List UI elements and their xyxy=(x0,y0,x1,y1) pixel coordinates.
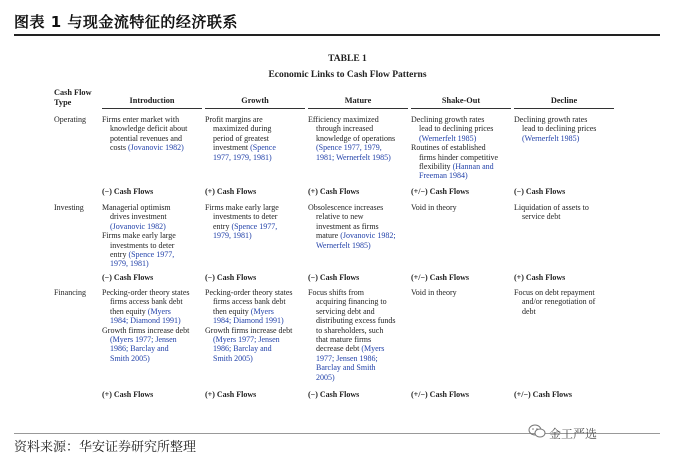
cash-flow-table xyxy=(40,48,655,418)
cell-line: Growth firms increase debt xyxy=(205,325,293,335)
cell-line: Obsolescence increases xyxy=(308,203,384,212)
cell-operating-shake-out xyxy=(411,115,515,181)
cell-line xyxy=(308,153,412,162)
citation: (Wernerfelt 1985) xyxy=(522,133,580,143)
wechat-icon xyxy=(528,424,546,438)
col0-header xyxy=(54,88,92,108)
citation: Smith 2005) xyxy=(110,353,150,363)
citation: (Spence xyxy=(250,143,276,153)
citation: 1977, 1979, 1981) xyxy=(213,152,272,162)
cell-line: drives investment xyxy=(110,212,167,222)
cash-flow-investing-mature: (−) Cash Flows xyxy=(308,273,360,282)
table-title: Economic Links to Cash Flow Patterns xyxy=(268,70,427,80)
cell-line xyxy=(102,335,206,344)
brand-watermark: 金工严选 xyxy=(549,427,598,441)
cell-line: debt xyxy=(522,306,536,316)
cell-line: Focus on debt repayment xyxy=(514,288,595,297)
cell-line xyxy=(102,316,206,325)
cell-line: mature (Jovanovic 1982; xyxy=(316,231,396,241)
cash-flow-financing-growth: (+) Cash Flows xyxy=(205,390,257,399)
cell-line: firms access bank debt xyxy=(213,297,286,307)
header-rule-2 xyxy=(205,108,305,109)
cell-line: costs (Jovanovic 1982) xyxy=(110,143,184,153)
cell-line: Declining growth rates xyxy=(411,115,485,124)
cell-line: entry (Spence 1977, xyxy=(213,221,278,231)
header-rule-3 xyxy=(308,108,408,109)
cell-line: Firms enter market with xyxy=(102,115,180,124)
cell-line: Void in theory xyxy=(411,288,457,297)
cell-line: Liquidation of assets to xyxy=(514,203,589,212)
cell-line: and/or renegotiation of xyxy=(522,297,596,307)
cell-investing-decline xyxy=(514,203,618,222)
cell-line: servicing debt and xyxy=(316,306,375,316)
cell-line xyxy=(308,363,412,372)
cell-line: Declining growth rates xyxy=(514,115,588,124)
cell-line: firms hinder competitive xyxy=(419,152,499,162)
cell-investing-mature xyxy=(308,203,412,250)
citation: Wernerfelt 1985) xyxy=(316,240,371,250)
row-label-investing: Investing xyxy=(54,203,84,212)
row-label-financing: Financing xyxy=(54,288,86,297)
cell-line: then equity (Myers xyxy=(213,306,274,316)
cell-line: Growth firms increase debt xyxy=(102,325,190,335)
header-rule-5 xyxy=(514,108,614,109)
cell-line xyxy=(411,171,515,180)
cell-line xyxy=(205,316,309,325)
cell-line: knowledge deficit about xyxy=(110,124,188,134)
cell-line: entry (Spence 1977, xyxy=(110,250,175,260)
citation: 2005) xyxy=(316,372,335,382)
page-title: 图表 1 与现金流特征的经济联系 xyxy=(14,13,238,31)
cash-flow-operating-mature: (+) Cash Flows xyxy=(308,187,360,196)
cash-flow-investing-decline: (+) Cash Flows xyxy=(514,273,566,282)
cell-financing-shake-out xyxy=(411,288,515,297)
cell-line: lead to declining prices xyxy=(522,124,597,134)
cell-line: Focus shifts from xyxy=(308,288,364,297)
citation: (Myers xyxy=(250,306,274,316)
header-rule-4 xyxy=(411,108,511,109)
citation: (Spence 1977, xyxy=(128,250,175,260)
cell-line: Pecking-order theory states xyxy=(205,288,293,297)
cell-line: maximized during xyxy=(213,124,272,134)
col0-header-line1: Cash Flow xyxy=(54,88,92,97)
citation: Smith 2005) xyxy=(213,353,253,363)
cell-line: Managerial optimism xyxy=(102,203,171,212)
cash-flow-financing-shake-out: (+/−) Cash Flows xyxy=(411,390,470,399)
cell-line: to shareholders, such xyxy=(316,325,384,335)
cash-flow-investing-shake-out: (+/−) Cash Flows xyxy=(411,273,470,282)
cell-line xyxy=(514,134,618,143)
cell-line: Pecking-order theory states xyxy=(102,288,190,297)
cell-line: potential revenues and xyxy=(110,133,182,143)
cell-line xyxy=(205,231,309,240)
cell-investing-shake-out xyxy=(411,203,515,212)
cell-line: decrease debt (Myers xyxy=(316,344,385,354)
citation: (Spence 1977, 1979, xyxy=(316,143,382,153)
cell-line: Efficiency maximized xyxy=(308,115,379,124)
citation: 1981; Wernerfelt 1985) xyxy=(316,152,391,162)
cash-flow-operating-growth: (+) Cash Flows xyxy=(205,187,257,196)
col0-header-line2: Type xyxy=(54,98,72,107)
cash-flow-operating-shake-out: (+/−) Cash Flows xyxy=(411,187,470,196)
stage-header-shake-out: Shake-Out xyxy=(441,96,481,105)
cell-line: Firms make early large xyxy=(205,203,279,212)
citation: 1984; Diamond 1991) xyxy=(110,316,181,326)
citation: (Jovanovic 1982; xyxy=(340,231,396,241)
cash-flow-operating-decline: (−) Cash Flows xyxy=(514,187,566,196)
citation: 1986; Barclay and xyxy=(110,344,169,354)
cash-flow-financing-introduction: (+) Cash Flows xyxy=(102,390,154,399)
cell-line xyxy=(102,259,206,268)
cell-line: then equity (Myers xyxy=(110,306,171,316)
citation: (Jovanovic 1982) xyxy=(128,143,184,153)
cell-line: investments to deter xyxy=(213,212,278,222)
cell-operating-decline xyxy=(514,115,618,143)
cell-financing-introduction xyxy=(102,288,206,363)
cell-line xyxy=(102,222,206,231)
cell-line xyxy=(308,143,412,152)
cell-operating-mature xyxy=(308,115,412,162)
cell-line: investments to deter xyxy=(110,240,175,250)
cell-line: acquiring financing to xyxy=(316,297,387,307)
cell-line: through increased xyxy=(316,124,374,134)
cell-line: flexibility (Hannan and xyxy=(419,162,494,172)
citation: 1979, 1981) xyxy=(213,231,252,241)
cell-line: investment as firms xyxy=(316,221,379,231)
source-note: 资料来源：华安证券研究所整理 xyxy=(14,440,197,455)
cell-line xyxy=(205,153,309,162)
cell-line xyxy=(102,354,206,363)
citation: 1977; Jensen 1986; xyxy=(316,353,378,363)
cell-line xyxy=(411,134,515,143)
cash-flow-operating-introduction: (−) Cash Flows xyxy=(102,187,154,196)
stage-header-growth: Growth xyxy=(241,96,269,105)
cash-flow-investing-growth: (−) Cash Flows xyxy=(205,273,257,282)
table-number: TABLE 1 xyxy=(328,54,367,64)
stage-header-decline: Decline xyxy=(550,96,578,105)
cell-line: relative to new xyxy=(316,212,364,222)
citation: 1984; Diamond 1991) xyxy=(213,316,284,326)
cell-line xyxy=(308,373,412,382)
cell-line xyxy=(308,241,412,250)
citation: (Myers xyxy=(147,306,171,316)
cash-flow-financing-mature: (−) Cash Flows xyxy=(308,390,360,399)
cell-line: knowledge of operations xyxy=(316,133,396,143)
cash-flow-investing-introduction: (−) Cash Flows xyxy=(102,273,154,282)
cell-line: Routines of established xyxy=(411,143,486,153)
stage-header-introduction: Introduction xyxy=(129,96,175,105)
cell-line: Profit margins are xyxy=(205,115,263,124)
cell-line xyxy=(102,344,206,353)
cell-line xyxy=(308,354,412,363)
citation: (Myers xyxy=(361,344,385,354)
cell-financing-mature xyxy=(308,288,412,382)
cell-financing-decline xyxy=(514,288,618,316)
citation: (Hannan and xyxy=(452,162,494,172)
cell-investing-growth xyxy=(205,203,309,241)
cell-financing-growth xyxy=(205,288,309,363)
cell-operating-growth xyxy=(205,115,309,162)
citation: (Myers 1977; Jensen xyxy=(110,335,177,345)
cell-line xyxy=(205,354,309,363)
citation: (Jovanovic 1982) xyxy=(110,221,166,231)
cell-investing-introduction xyxy=(102,203,206,269)
citation: 1979, 1981) xyxy=(110,259,149,269)
citation: (Myers 1977; Jensen xyxy=(213,335,280,345)
cell-line: period of greatest xyxy=(213,133,269,143)
cell-line: Firms make early large xyxy=(102,231,176,241)
cell-line: service debt xyxy=(522,212,561,222)
title-divider xyxy=(14,34,660,36)
citation: Barclay and Smith xyxy=(316,363,376,373)
cell-operating-introduction xyxy=(102,115,206,153)
cell-line xyxy=(205,344,309,353)
citation: 1986; Barclay and xyxy=(213,344,272,354)
citation: (Spence 1977, xyxy=(231,221,278,231)
citation: (Wernerfelt 1985) xyxy=(419,133,477,143)
cell-line: distributing excess funds xyxy=(316,316,396,326)
cell-line: firms access bank debt xyxy=(110,297,183,307)
stage-header-mature: Mature xyxy=(344,96,372,105)
cell-line: that mature firms xyxy=(316,335,372,345)
cell-line: investment (Spence xyxy=(213,143,276,153)
header-rule-1 xyxy=(102,108,202,109)
cash-flow-financing-decline: (+/−) Cash Flows xyxy=(514,390,573,399)
cell-line: lead to declining prices xyxy=(419,124,494,134)
cell-line xyxy=(205,335,309,344)
cell-line: Void in theory xyxy=(411,203,457,212)
citation: Freeman 1984) xyxy=(419,171,468,181)
row-label-operating: Operating xyxy=(54,115,86,124)
